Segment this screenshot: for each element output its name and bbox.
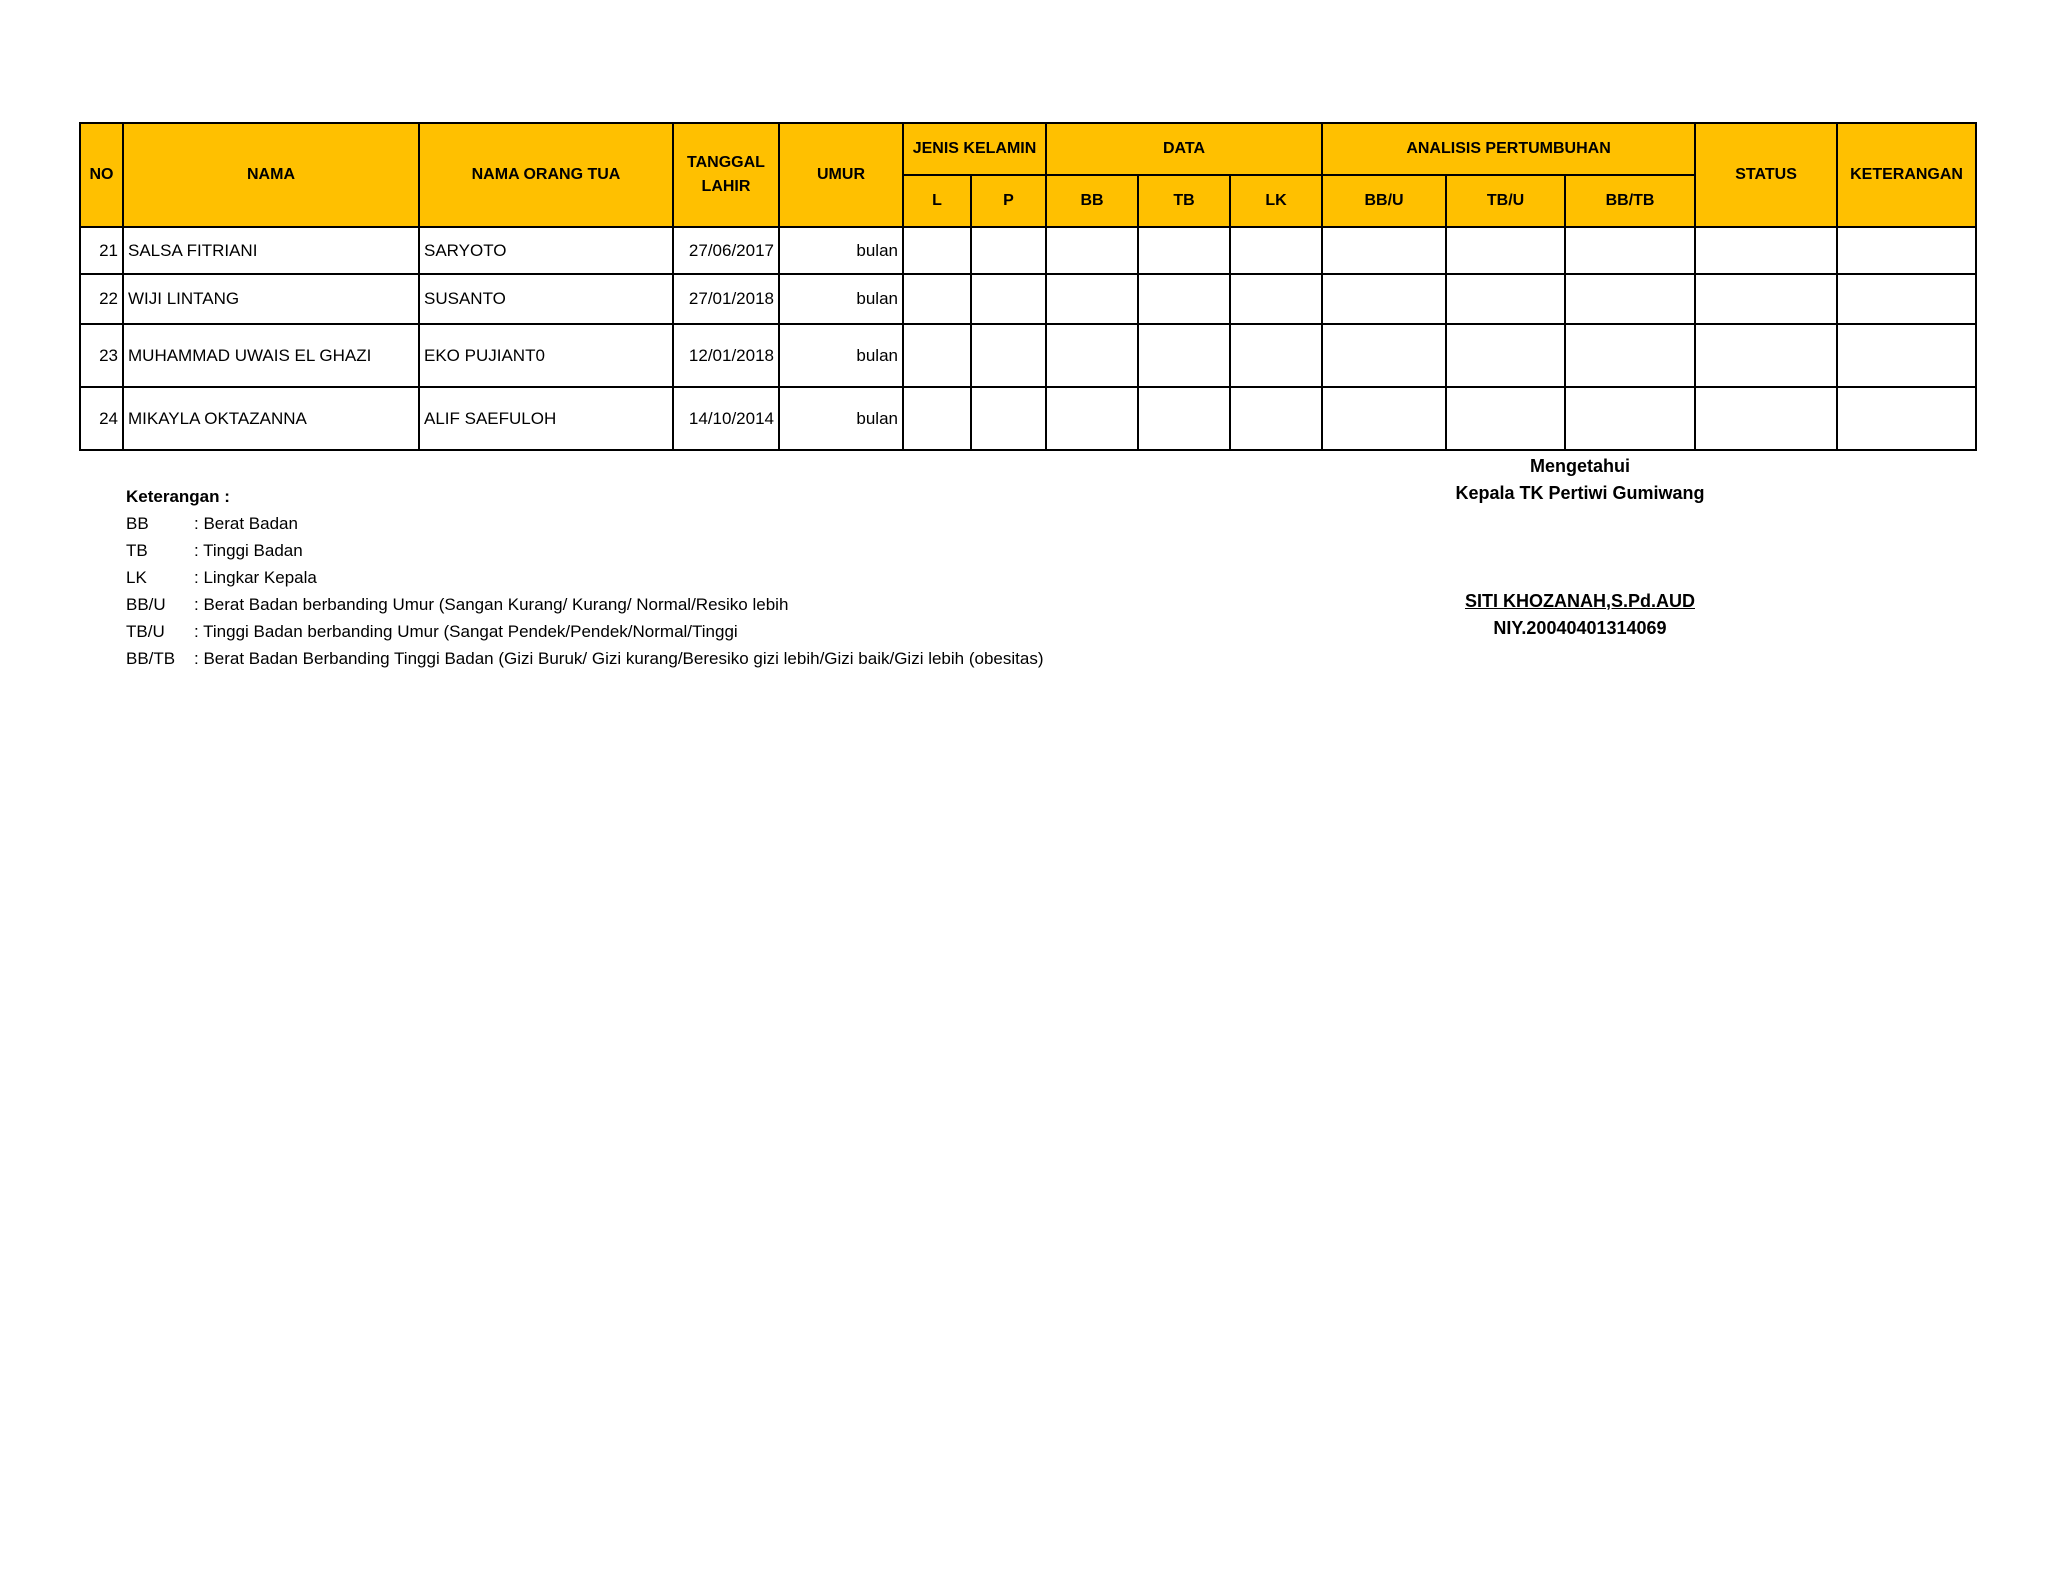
header-data: DATA: [1046, 123, 1322, 175]
signature-name: SITI KHOZANAH,S.Pd.AUD: [1464, 591, 1695, 611]
note-desc: : Tinggi Badan: [194, 541, 303, 560]
cell-p: [971, 324, 1046, 387]
cell-no: 21: [80, 227, 123, 274]
note-item: [126, 564, 1043, 591]
signature-position: Kepala TK Pertiwi Gumiwang: [1455, 483, 1705, 503]
cell-bb: [1046, 387, 1138, 450]
cell-nama-orang-tua: SUSANTO: [419, 274, 673, 324]
cell-nama: SALSA FITRIANI: [123, 227, 419, 274]
header-status: STATUS: [1695, 123, 1837, 227]
note-item: [126, 510, 1043, 537]
cell-keterangan: [1837, 227, 1976, 274]
header-tanggal-lahir: TANGGAL LAHIR: [673, 123, 779, 227]
cell-tbu: [1446, 324, 1565, 387]
header-tbu: TB/U: [1446, 175, 1565, 227]
note-key: BB/TB: [126, 649, 176, 668]
cell-bbtb: [1565, 324, 1695, 387]
cell-lk: [1230, 274, 1322, 324]
cell-p: [971, 387, 1046, 450]
note-item: [126, 591, 1043, 618]
cell-tbu: [1446, 274, 1565, 324]
cell-bbtb: [1565, 227, 1695, 274]
cell-nama: WIJI LINTANG: [123, 274, 419, 324]
notes-title: Keterangan :: [126, 487, 230, 506]
cell-bbu: [1322, 274, 1446, 324]
header-lk: LK: [1230, 175, 1322, 227]
cell-bb: [1046, 274, 1138, 324]
cell-status: [1695, 324, 1837, 387]
cell-bbu: [1322, 387, 1446, 450]
cell-tb: [1138, 324, 1230, 387]
note-desc: : Berat Badan: [194, 514, 298, 533]
cell-tb: [1138, 274, 1230, 324]
cell-status: [1695, 227, 1837, 274]
cell-tanggal-lahir: 14/10/2014: [673, 387, 779, 450]
cell-nama-orang-tua: SARYOTO: [419, 227, 673, 274]
header-jenis-kelamin: JENIS KELAMIN: [903, 123, 1046, 175]
cell-l: [903, 227, 971, 274]
cell-umur: bulan: [779, 387, 903, 450]
cell-lk: [1230, 387, 1322, 450]
cell-tanggal-lahir: 27/06/2017: [673, 227, 779, 274]
header-bb: BB: [1046, 175, 1138, 227]
cell-keterangan: [1837, 274, 1976, 324]
cell-lk: [1230, 227, 1322, 274]
header-bbu: BB/U: [1322, 175, 1446, 227]
cell-umur: bulan: [779, 274, 903, 324]
header-umur: UMUR: [779, 123, 903, 227]
cell-no: 23: [80, 324, 123, 387]
cell-tb: [1138, 387, 1230, 450]
header-nama: NAMA: [123, 123, 419, 227]
header-bbtb: BB/TB: [1565, 175, 1695, 227]
note-desc: : Lingkar Kepala: [194, 568, 317, 587]
cell-status: [1695, 274, 1837, 324]
cell-bb: [1046, 324, 1138, 387]
header-keterangan: KETERANGAN: [1837, 123, 1976, 227]
cell-no: 22: [80, 274, 123, 324]
note-key: TB: [126, 541, 148, 560]
note-key: BB: [126, 514, 149, 533]
note-desc: : Berat Badan Berbanding Tinggi Badan (Gizi Buruk/ Gizi kurang/Beresiko gizi lebih/Gizi baik/Gizi lebih (obesitas): [194, 649, 1044, 668]
header-p: P: [971, 175, 1046, 227]
cell-bbu: [1322, 324, 1446, 387]
header-l: L: [903, 175, 971, 227]
cell-status: [1695, 387, 1837, 450]
table-row: [80, 227, 1976, 274]
table-row: [80, 324, 1976, 387]
header-nama-orang-tua: NAMA ORANG TUA: [419, 123, 673, 227]
cell-nama-orang-tua: EKO PUJIANT0: [419, 324, 673, 387]
note-item: [126, 537, 1043, 564]
table-row: [80, 387, 1976, 450]
header-no: NO: [80, 123, 123, 227]
cell-tanggal-lahir: 12/01/2018: [673, 324, 779, 387]
cell-bbtb: [1565, 274, 1695, 324]
note-item: [126, 645, 1043, 672]
cell-tanggal-lahir: 27/01/2018: [673, 274, 779, 324]
notes-legend: [126, 483, 1043, 672]
growth-table: [79, 122, 1977, 451]
cell-tbu: [1446, 227, 1565, 274]
cell-umur: bulan: [779, 324, 903, 387]
cell-tb: [1138, 227, 1230, 274]
cell-bbtb: [1565, 387, 1695, 450]
cell-p: [971, 274, 1046, 324]
note-key: TB/U: [126, 622, 165, 641]
signature-mengetahui: Mengetahui: [1529, 456, 1630, 476]
cell-l: [903, 324, 971, 387]
note-key: BB/U: [126, 595, 166, 614]
cell-l: [903, 387, 971, 450]
cell-nama: MUHAMMAD UWAIS EL GHAZI: [123, 324, 419, 387]
header-analisis-pertumbuhan: ANALISIS PERTUMBUHAN: [1322, 123, 1695, 175]
cell-tbu: [1446, 387, 1565, 450]
note-desc: : Tinggi Badan berbanding Umur (Sangat Pendek/Pendek/Normal/Tinggi: [194, 622, 738, 641]
cell-keterangan: [1837, 387, 1976, 450]
note-item: [126, 618, 1043, 645]
cell-keterangan: [1837, 324, 1976, 387]
cell-umur: bulan: [779, 227, 903, 274]
cell-bb: [1046, 227, 1138, 274]
note-desc: : Berat Badan berbanding Umur (Sangan Kurang/ Kurang/ Normal/Resiko lebih: [194, 595, 789, 614]
cell-lk: [1230, 324, 1322, 387]
cell-bbu: [1322, 227, 1446, 274]
cell-nama: MIKAYLA OKTAZANNA: [123, 387, 419, 450]
cell-no: 24: [80, 387, 123, 450]
table-row: [80, 274, 1976, 324]
cell-l: [903, 274, 971, 324]
note-key: LK: [126, 568, 147, 587]
header-tb: TB: [1138, 175, 1230, 227]
cell-nama-orang-tua: ALIF SAEFULOH: [419, 387, 673, 450]
cell-p: [971, 227, 1046, 274]
signature-niy: NIY.20040401314069: [1493, 618, 1667, 638]
